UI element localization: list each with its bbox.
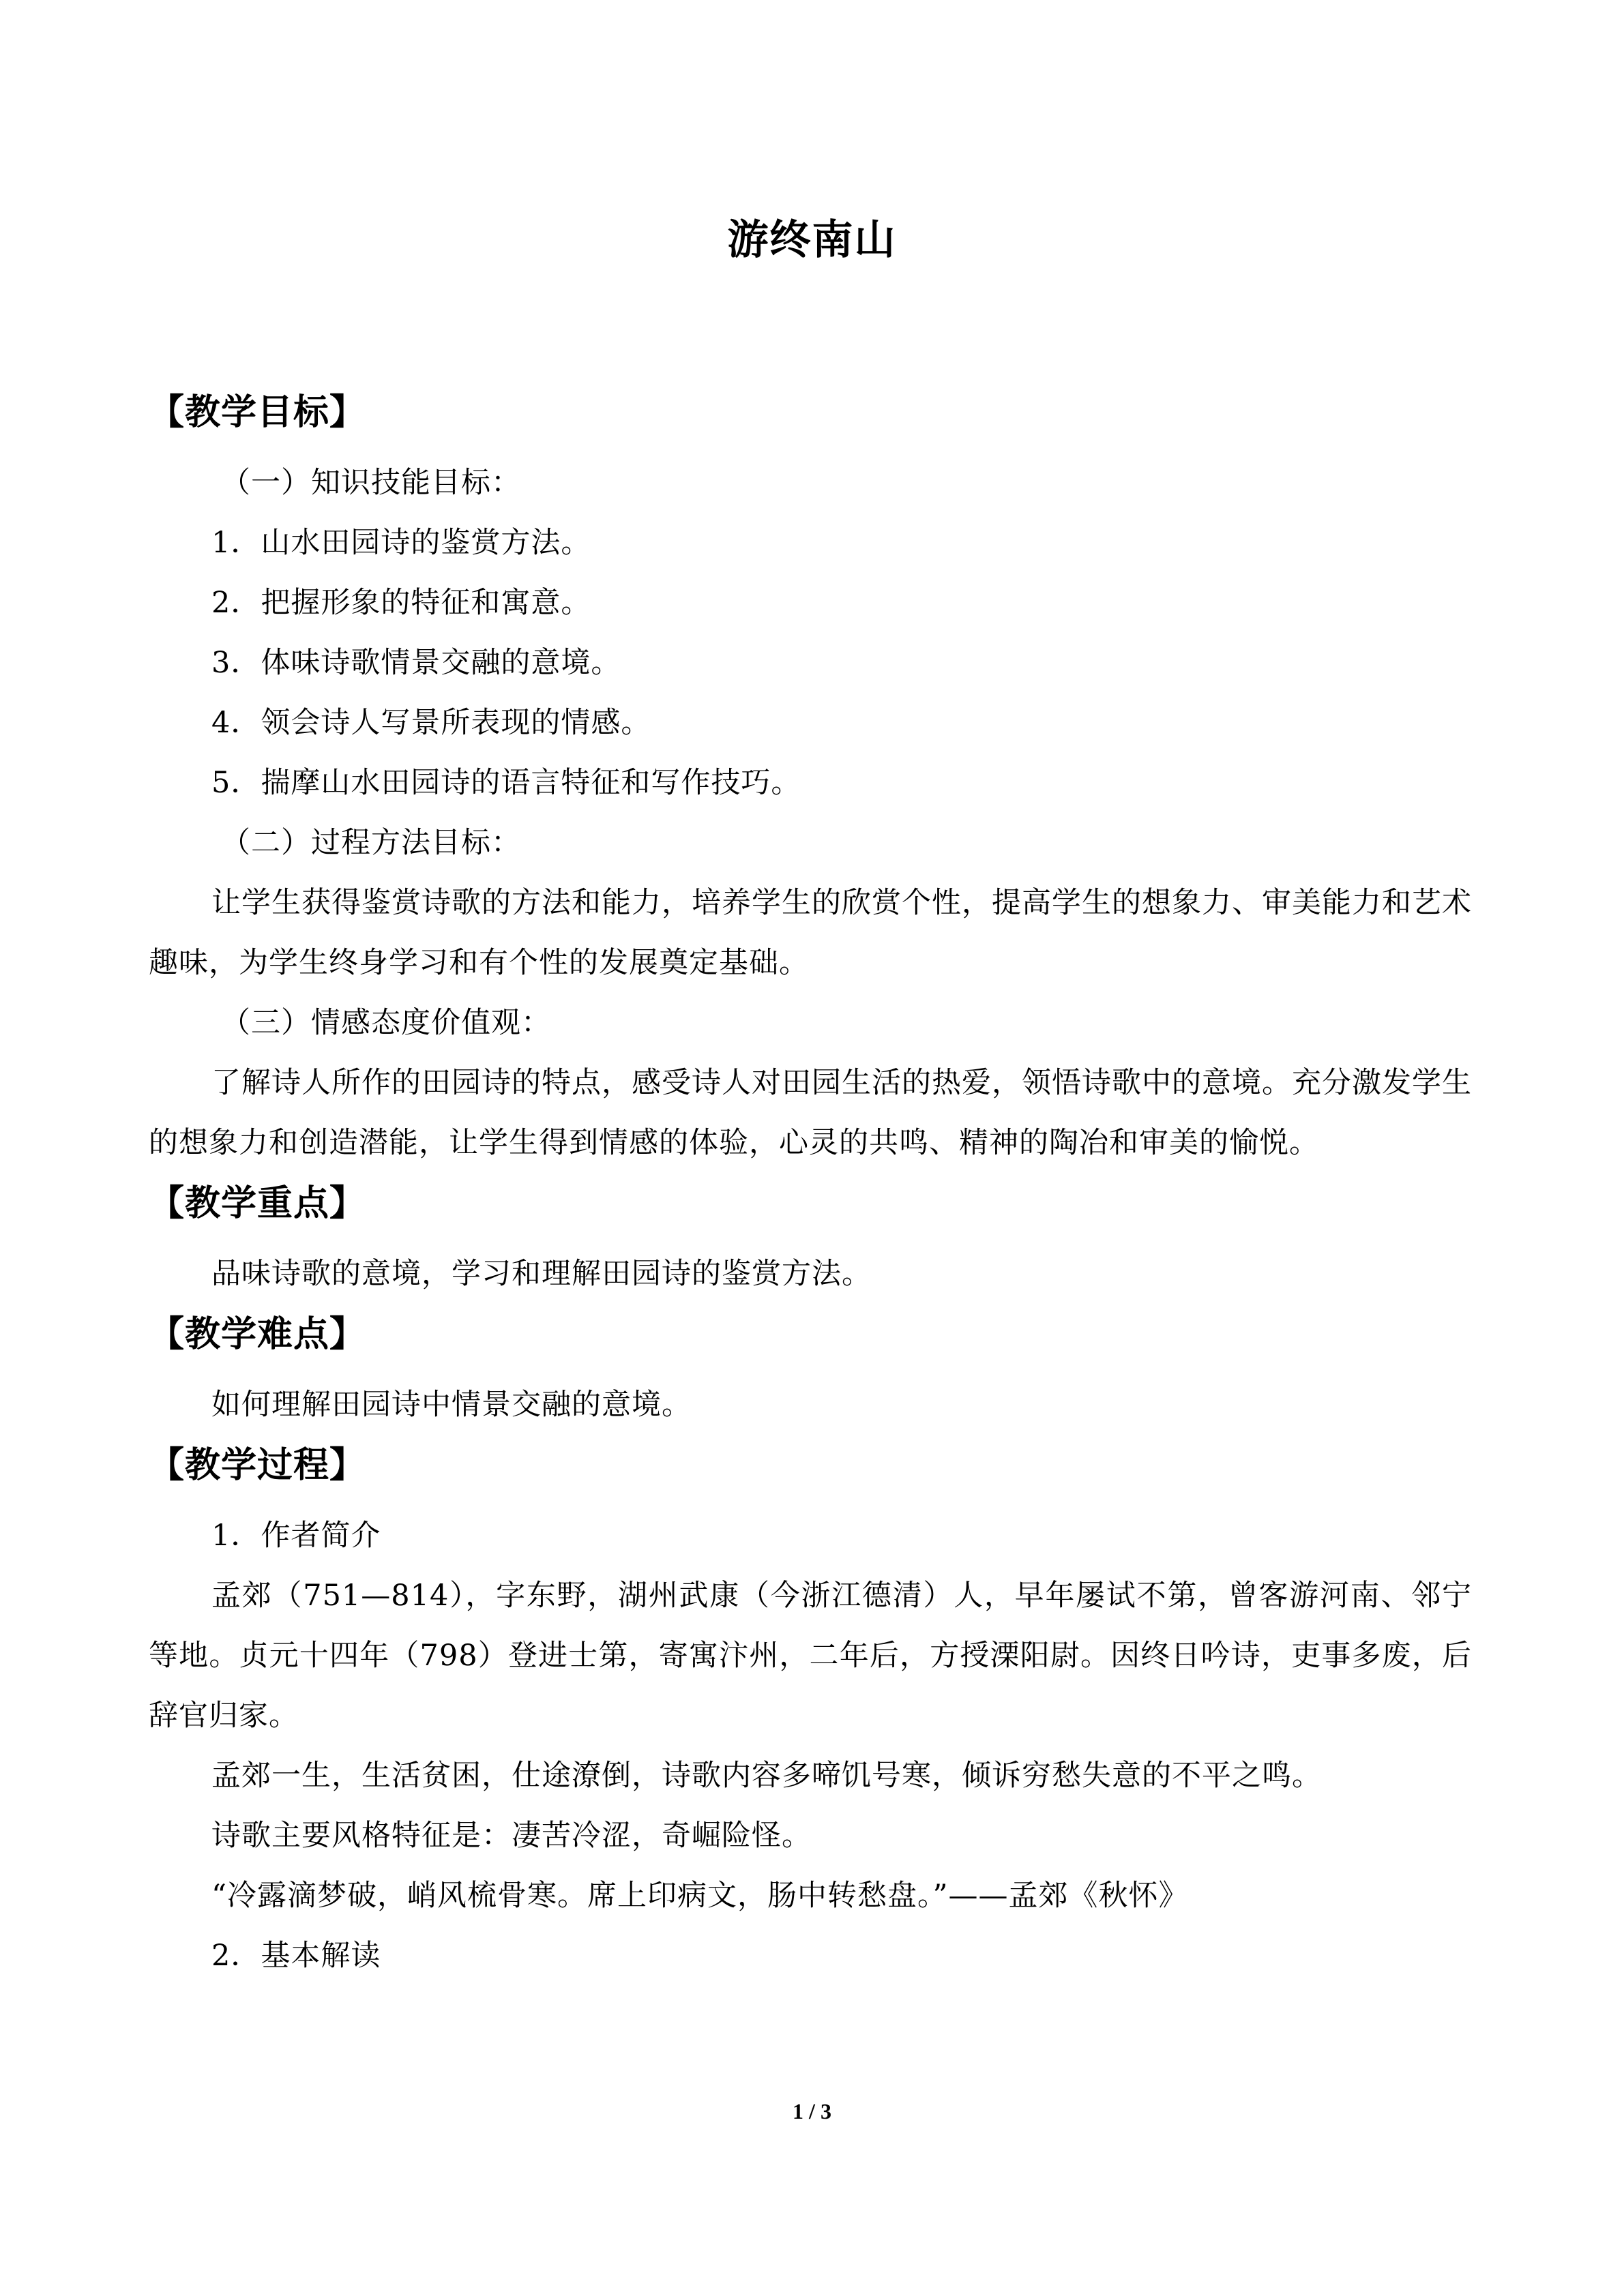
section-heading-objectives: 【教学目标】: [149, 392, 366, 433]
section-heading-process: 【教学过程】: [149, 1445, 366, 1486]
paragraph: 诗歌主要风格特征是：凄苦冷涩，奇崛险怪。: [211, 1819, 812, 1853]
paragraph: （一）知识技能目标：: [221, 466, 521, 500]
document-title: 游终南山: [727, 216, 897, 264]
paragraph: 2．把握形象的特征和寓意。: [211, 586, 591, 620]
document-body: [149, 382, 1472, 1986]
paragraph: 3．体味诗歌情景交融的意境。: [211, 646, 621, 680]
paragraph: （三）情感态度价值观：: [221, 1006, 551, 1040]
paragraph: 1．山水田园诗的鉴赏方法。: [211, 526, 591, 560]
paragraph: “冷露滴梦破，峭风梳骨寒。席上印病文，肠中转愁盘。”——孟郊《秋怀》: [211, 1879, 1189, 1913]
paragraph: 品味诗歌的意境，学习和理解田园诗的鉴赏方法。: [211, 1257, 872, 1291]
paragraph: 5．揣摩山水田园诗的语言特征和写作技巧。: [211, 766, 801, 800]
paragraph: 孟郊（751—814），字东野，湖州武康（今浙江德清）人，早年屡试不第，曾客游河南、邻宁等地。贞元十四年（798）登进士第，寄寓汴州，二年后，方授溧阳尉。因终日吟诗，吏事多废，后辞官归家。: [149, 1579, 1472, 1733]
paragraph: 2．基本解读: [211, 1939, 381, 1973]
paragraph: （二）过程方法目标：: [221, 826, 521, 860]
section-heading-key-points: 【教学重点】: [149, 1183, 366, 1224]
page-number: 1 / 3: [793, 2099, 831, 2123]
paragraph: 让学生获得鉴赏诗歌的方法和能力，培养学生的欣赏个性，提高学生的想象力、审美能力和艺术趣味，为学生终身学习和有个性的发展奠定基础。: [149, 886, 1472, 980]
paragraph: 1．作者简介: [211, 1519, 381, 1553]
paragraph: 了解诗人所作的田园诗的特点，感受诗人对田园生活的热爱，领悟诗歌中的意境。充分激发学生的想象力和创造潜能，让学生得到情感的体验，心灵的共鸣、精神的陶冶和审美的愉悦。: [149, 1066, 1472, 1160]
section-heading-difficulties: 【教学难点】: [149, 1314, 366, 1355]
paragraph: 4．领会诗人写景所表现的情感。: [211, 706, 651, 740]
paragraph: 孟郊一生，生活贫困，仕途潦倒，诗歌内容多啼饥号寒，倾诉穷愁失意的不平之鸣。: [211, 1759, 1322, 1793]
paragraph: 如何理解田园诗中情景交融的意境。: [211, 1388, 692, 1422]
